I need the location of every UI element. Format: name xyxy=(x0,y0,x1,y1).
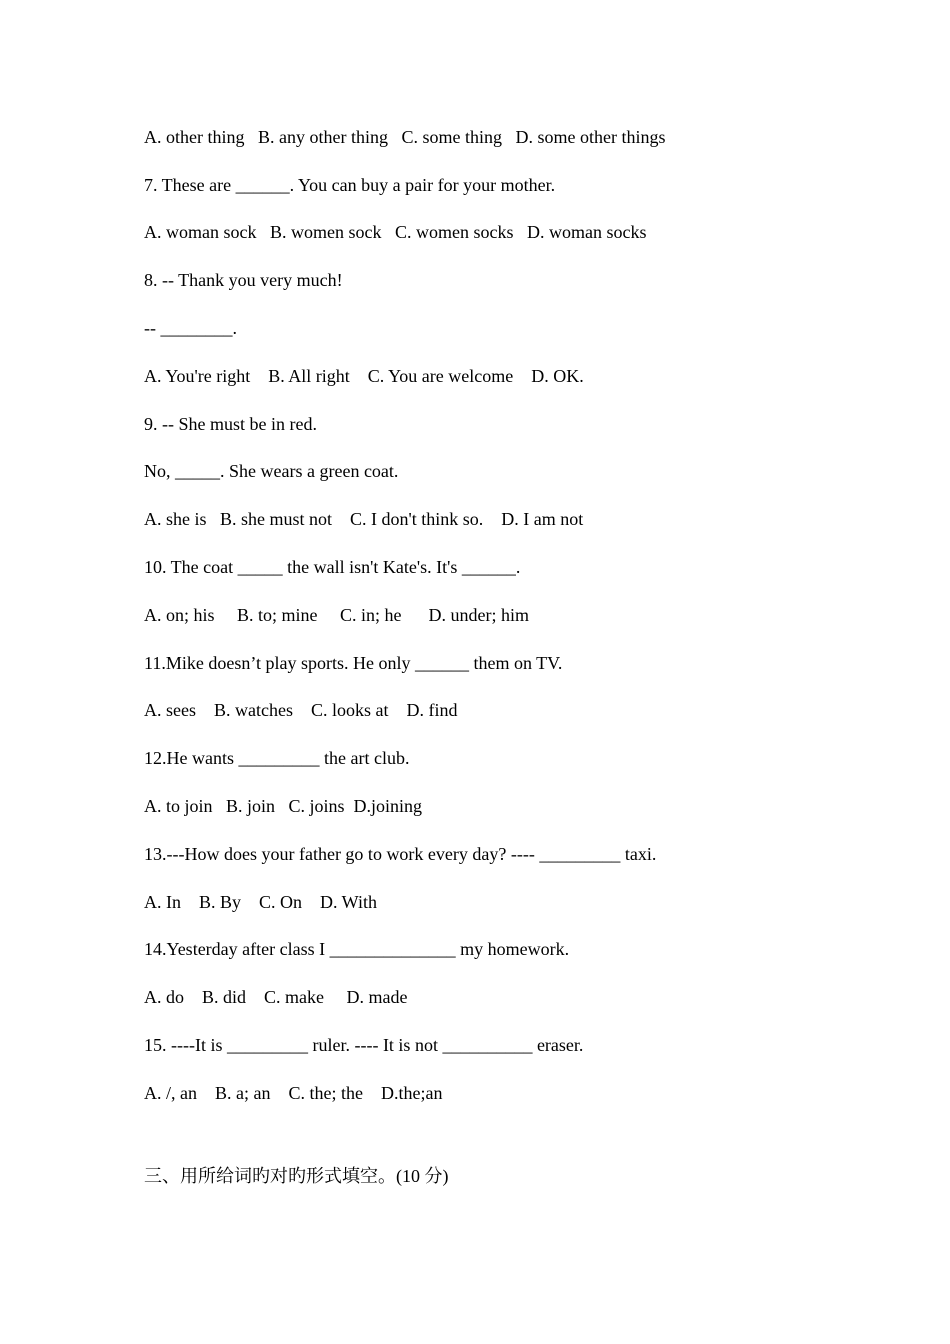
options-q13: A. In B. By C. On D. With xyxy=(144,892,377,912)
options-q14: A. do B. did C. make D. made xyxy=(144,987,408,1007)
question-14: 14.Yesterday after class I ______________ my homework. xyxy=(144,939,570,959)
question-9: 9. -- She must be in red. xyxy=(144,414,317,434)
section-3-heading: 三、用所给词旳对旳形式填空。(10 分) xyxy=(144,1166,449,1186)
options-q10: A. on; his B. to; mine C. in; he D. under; him xyxy=(144,605,529,625)
options-q11: A. sees B. watches C. looks at D. find xyxy=(144,700,458,720)
question-12: 12.He wants _________ the art club. xyxy=(144,748,410,768)
options-q8: A. You're right B. All right C. You are welcome D. OK. xyxy=(144,366,584,386)
options-q6: A. other thing B. any other thing C. some thing D. some other things xyxy=(144,127,666,147)
options-q15: A. /, an B. a; an C. the; the D.the;an xyxy=(144,1083,443,1103)
question-13: 13.---How does your father go to work every day? ---- _________ taxi. xyxy=(144,844,657,864)
question-15: 15. ----It is _________ ruler. ---- It is not __________ eraser. xyxy=(144,1035,584,1055)
question-10: 10. The coat _____ the wall isn't Kate's. It's ______. xyxy=(144,557,521,577)
options-q7: A. woman sock B. women sock C. women socks D. woman socks xyxy=(144,222,647,242)
question-8-reply: -- ________. xyxy=(144,318,237,338)
question-9-reply: No, _____. She wears a green coat. xyxy=(144,461,399,481)
question-7: 7. These are ______. You can buy a pair for your mother. xyxy=(144,175,556,195)
options-q9: A. she is B. she must not C. I don't think so. D. I am not xyxy=(144,509,584,529)
question-11: 11.Mike doesn’t play sports. He only ______ them on TV. xyxy=(144,653,563,673)
options-q12: A. to join B. join C. joins D.joining xyxy=(144,796,423,816)
question-8: 8. -- Thank you very much! xyxy=(144,270,343,290)
